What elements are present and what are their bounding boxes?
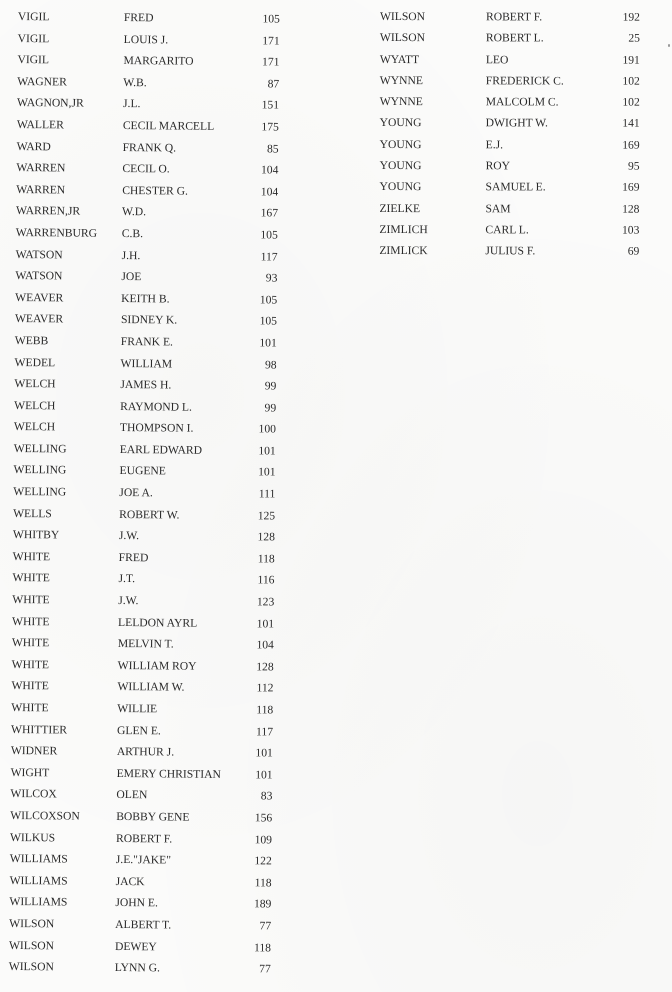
first-name: LELDON AYRL [118,615,198,630]
name-list-column-right [379,6,648,262]
entry-number: 104 [256,638,274,652]
list-item [17,136,297,160]
list-item [9,891,289,915]
entry-number: 128 [256,660,274,674]
list-item [380,134,648,156]
entry-number: 122 [254,854,272,868]
list-item [380,49,648,71]
entry-number: 116 [257,573,275,587]
list-item [380,27,648,49]
first-name: BOBBY GENE [116,809,190,824]
first-name: SAMUEL E. [485,180,546,194]
entry-number: 171 [262,55,280,69]
first-name: ALBERT T. [115,917,172,932]
entry-number: 192 [622,10,640,24]
first-name: W.D. [121,205,147,219]
first-name: FREDERICK C. [485,74,564,88]
list-item [379,176,647,198]
last-name: WILSON [379,9,426,24]
last-name: WHITE [12,549,51,564]
entry-number: 105 [259,293,278,307]
first-name: J.W. [118,594,139,608]
last-name: WHITBY [12,528,60,542]
first-name: CECIL O. [122,162,170,176]
first-name: MELVIN T. [117,637,174,651]
first-name: JOE [121,270,142,284]
entry-number: 128 [622,202,640,216]
first-name: GLEN E. [116,723,161,737]
first-name: ROBERT F. [485,10,543,24]
list-item [380,155,648,177]
last-name: ZIMLICH [379,222,428,237]
list-item [380,6,648,28]
last-name: WARREN [16,161,66,175]
last-name: WELLING [13,463,67,477]
entry-number: 102 [622,95,640,109]
first-name: J.E."JAKE" [115,853,172,867]
last-name: WALLER [16,117,64,132]
first-name: WILLIAM ROY [117,658,197,673]
last-name: WARD [16,139,51,153]
first-name: E.J. [485,138,504,152]
list-item [10,848,290,872]
list-item [9,934,289,958]
last-name: WHITE [11,700,49,715]
last-name: WAGNER [17,74,67,89]
first-name: LYNN G. [114,961,161,975]
last-name: WHITE [11,636,50,650]
list-item [14,438,294,462]
list-item [13,524,293,548]
first-name: DWIGHT W. [485,116,548,130]
first-name: RAYMOND L. [120,399,192,414]
list-item [11,697,291,721]
last-name: WEDEL [14,355,56,369]
list-item [12,632,292,656]
list-item [15,308,295,332]
entry-number: 118 [253,940,272,955]
first-name: J.T. [118,572,136,586]
name-list-column-left [9,6,298,980]
entry-number: 93 [265,271,278,285]
list-item [12,611,292,635]
last-name: WILCOX [10,787,57,801]
list-item [10,805,290,829]
last-name: WATSON [15,269,63,283]
entry-number: 175 [261,120,279,134]
first-name: ARTHUR J. [116,745,175,759]
last-name: YOUNG [379,116,422,130]
list-item [12,567,292,591]
list-item [14,373,294,397]
list-item [13,503,293,527]
entry-number: 105 [259,314,278,328]
list-item [15,330,295,354]
list-item [11,740,291,764]
first-name: FRANK E. [120,334,174,349]
list-item [380,112,648,134]
last-name: WHITE [11,657,50,672]
last-name: YOUNG [379,159,422,173]
last-name: WHITE [11,679,49,693]
first-name: CARL L. [485,223,529,237]
first-name: SIDNEY K. [120,313,178,327]
list-item [16,200,296,224]
first-name: JOE A. [119,486,153,500]
entry-number: 123 [256,595,275,609]
last-name: WARREN,JR [15,204,81,218]
entry-number: 111 [258,487,276,501]
last-name: WYNNE [379,73,423,88]
first-name: J.H. [121,248,141,262]
first-name: FRED [123,11,154,25]
entry-number: 191 [622,53,640,67]
entry-number: 25 [628,31,640,45]
last-name: WELCH [14,377,56,391]
list-item [11,719,291,743]
last-name: WELCH [14,398,56,413]
last-name: VIGIL [17,31,50,45]
list-item [13,459,293,483]
entry-number: 69 [627,244,640,258]
list-item [9,913,289,937]
list-item [12,654,292,678]
scan-speck [668,44,670,47]
entry-number: 167 [260,206,279,220]
last-name: WHITE [12,593,50,607]
first-name: LEO [485,52,509,66]
last-name: WYATT [379,52,420,66]
entry-number: 156 [254,811,273,825]
first-name: OLEN [116,788,148,802]
last-name: WHITE [12,614,50,628]
last-name: WEAVER [14,312,64,326]
last-name: WIDNER [10,744,58,758]
first-name: WILLIAM [120,356,173,370]
last-name: WHITTIER [10,722,68,737]
entry-number: 189 [253,897,272,911]
list-item [15,265,295,289]
last-name: WELLING [13,485,67,499]
last-name: WILSON [9,916,55,931]
first-name: FRED [118,550,149,565]
entry-number: 171 [262,33,280,48]
entry-number: 105 [260,228,278,242]
last-name: WILSON [379,31,426,45]
entry-number: 99 [264,379,277,393]
list-item [17,49,297,73]
entry-number: 99 [264,401,277,415]
entry-number: 105 [262,12,280,26]
list-item [16,222,296,246]
last-name: VIGIL [17,9,50,24]
entry-number: 102 [622,74,640,88]
entry-number: 151 [261,98,280,112]
first-name: WILLIE [117,701,158,716]
entry-number: 101 [255,768,273,782]
first-name: WILLIAM W. [117,680,185,695]
entry-number: 125 [257,508,276,523]
first-name: J.W. [118,529,140,543]
entry-number: 118 [254,876,272,890]
first-name: ROBERT W. [119,507,180,522]
first-name: EARL EDWARD [119,442,203,457]
last-name: WHITE [12,571,50,585]
last-name: WATSON [15,247,63,261]
first-name: J.L. [123,97,141,111]
list-item [14,395,294,419]
list-item [379,198,647,220]
list-item [10,870,290,894]
entry-number: 101 [259,336,277,350]
last-name: WELCH [13,420,56,434]
list-item [15,287,295,311]
first-name: MALCOLM C. [485,95,559,109]
entry-number: 104 [260,163,279,177]
last-name: WARREN [16,182,66,197]
last-name: WILLIAMS [9,895,68,909]
entry-number: 103 [622,223,640,237]
list-item [10,827,290,851]
entry-number: 87 [267,77,280,91]
first-name: FRANK Q. [122,140,177,155]
list-item [10,783,290,807]
list-item [14,416,294,440]
entry-number: 101 [256,616,275,631]
list-item [379,219,647,241]
first-name: MARGARITO [123,54,194,68]
first-name: JACK [115,874,145,889]
entry-number: 98 [264,357,277,371]
list-item [17,92,297,116]
entry-number: 117 [260,249,278,264]
entry-number: 77 [259,962,271,976]
first-name: JAMES H. [120,378,172,392]
last-name: VIGIL [17,53,50,67]
entry-number: 101 [258,444,276,458]
entry-number: 128 [257,530,275,544]
last-name: WARRENBURG [15,225,98,240]
list-item [380,70,648,92]
entry-number: 95 [627,159,640,173]
last-name: YOUNG [379,137,422,151]
list-item [18,6,298,30]
first-name: ROBERT F. [115,831,173,846]
entry-number: 112 [256,681,274,695]
first-name: SAM [485,201,511,216]
first-name: C.B. [121,226,144,241]
first-name: DEWEY [114,939,157,953]
entry-number: 101 [258,465,276,479]
entry-number: 117 [256,724,274,739]
last-name: WILLIAMS [9,873,68,888]
last-name: ZIMLICK [379,244,428,258]
list-item [16,244,296,268]
entry-number: 101 [255,746,273,760]
list-item [17,71,297,95]
last-name: WEBB [14,333,49,348]
entry-number: 109 [254,832,273,847]
list-item [11,675,291,699]
last-name: YOUNG [379,180,422,194]
list-item [12,589,292,613]
list-item [380,91,648,113]
first-name: KEITH B. [121,291,170,306]
first-name: EMERY CHRISTIAN [116,766,221,781]
entry-number: 141 [622,117,640,131]
last-name: WILSON [8,960,54,974]
first-name: LOUIS J. [123,32,169,47]
first-name: THOMPSON I. [119,421,194,435]
first-name: ROBERT L. [485,31,544,45]
list-item [14,351,294,375]
list-item [9,956,289,980]
entry-number: 118 [257,552,275,566]
first-name: JULIUS F. [485,244,536,258]
first-name: W.B. [123,75,147,90]
entry-number: 169 [622,138,640,152]
first-name: CECIL MARCELL [122,118,215,133]
entry-number: 77 [259,919,272,933]
entry-number: 118 [256,703,274,717]
first-name: JOHN E. [115,896,158,910]
first-name: EUGENE [119,464,166,478]
last-name: WILKUS [9,830,56,844]
last-name: WAGNON,JR [17,96,84,111]
last-name: WILSON [8,938,55,952]
last-name: WEAVER [15,290,64,305]
first-name: CHESTER G. [122,183,188,198]
entry-number: 100 [258,422,277,436]
last-name: ZIELKE [379,201,421,215]
entry-number: 169 [622,181,640,195]
list-item [11,762,291,786]
list-item [18,28,298,52]
last-name: WILCOXSON [10,808,80,823]
last-name: WYNNE [379,95,423,109]
list-item [16,157,296,181]
list-item [17,114,297,138]
last-name: WIGHT [10,765,50,780]
list-item [16,179,296,203]
entry-number: 104 [260,185,279,199]
last-name: WELLING [13,441,67,456]
entry-number: 83 [260,789,273,803]
entry-number: 85 [266,141,279,156]
list-item [13,481,293,505]
first-name: ROY [485,159,511,173]
last-name: WELLS [13,506,52,521]
last-name: WILLIAMS [9,852,68,866]
list-item [379,240,647,262]
list-item [13,546,293,570]
